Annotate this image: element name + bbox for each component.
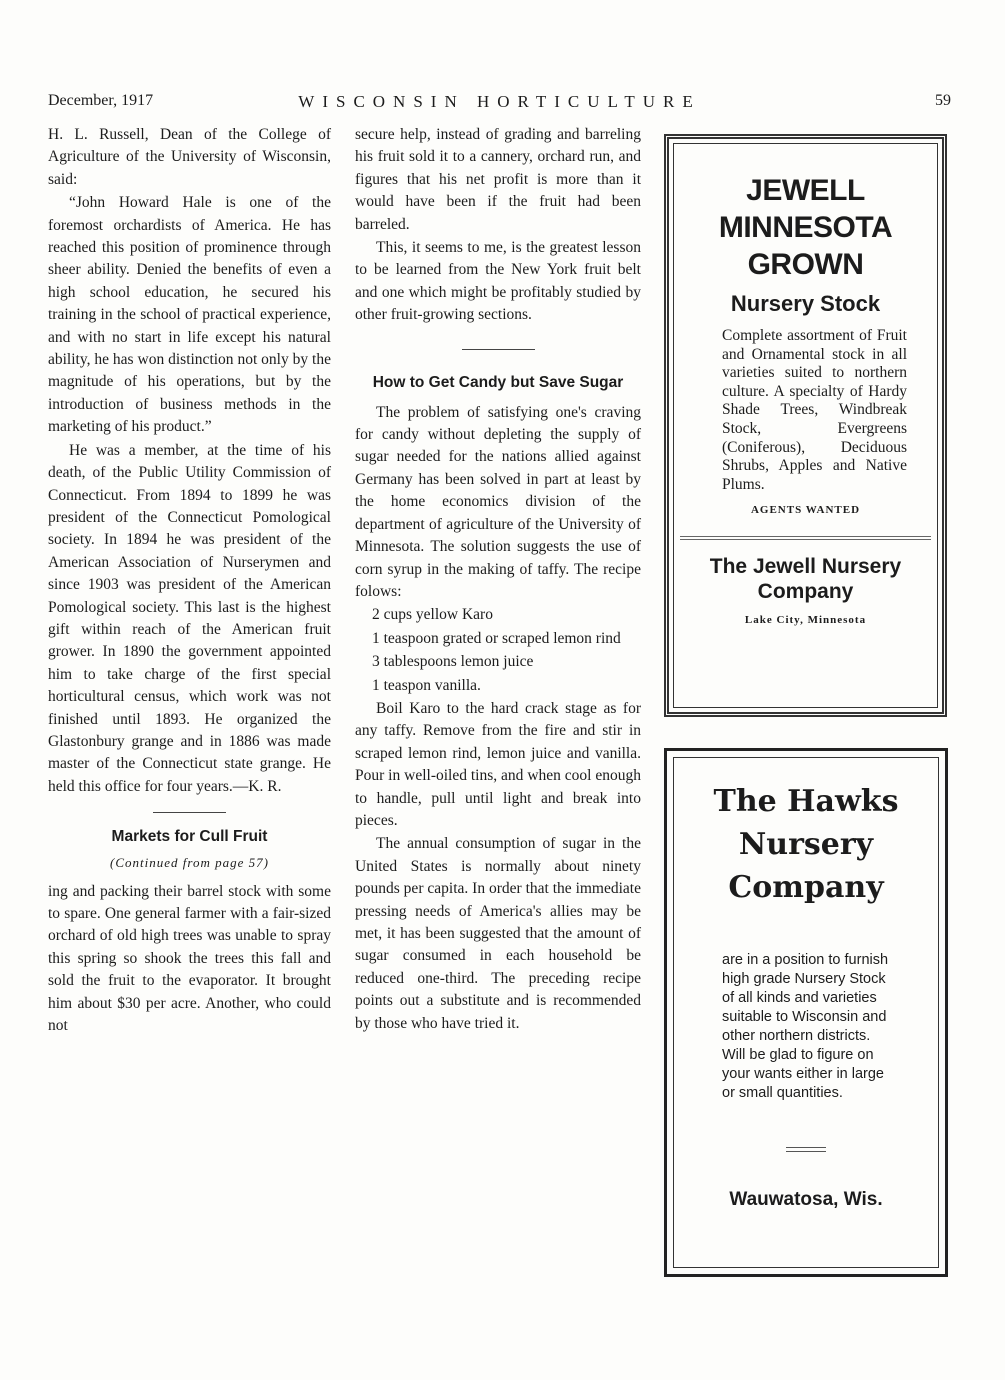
section-title: How to Get Candy but Save Sugar bbox=[372, 373, 624, 391]
recipe-item: 1 teaspoon grated or scraped lemon rind bbox=[372, 629, 621, 647]
article-paragraph: “John Howard Hale is one of the foremost orchardists of America. He has reached this position of prominence through sheer ability. Denied the benefits of even a high school education, he secured his training in the school of practical experience, and with no start in life except his natural ability, he has won distinction not only by the magnitude of his operations, but by the introduction of business methods in the marketing of his product.” bbox=[48, 194, 331, 436]
recipe-item: 2 cups yellow Karo bbox=[372, 606, 493, 624]
section-title: Markets for Cull Fruit bbox=[111, 828, 268, 846]
ad-headline: The Hawks Nursery Company bbox=[713, 784, 899, 905]
journal-title: WISCONSIN HORTICULTURE bbox=[298, 92, 701, 111]
column-middle bbox=[355, 124, 641, 1036]
section-divider bbox=[153, 812, 226, 813]
agents-wanted: AGENTS WANTED bbox=[750, 504, 861, 517]
article-paragraph: He was a member, at the time of his death, of the Public Utility Commission of Connecticut. From 1894 to 1899 he was president of the Connecticut Pomological society. In 1894 he was president of the American Association of Nurserymen and since 1903 was president of the American Pomological society. This last is the highest gift within reach of the American fruit grower. In 1890 the government appointed him to take charge of the first special horticultural census, which work was not finished until 1893. He organized the Glastonbury grange and in 1886 was made master of the Connecticut state grange. He held this office for four years.—K. R. bbox=[48, 441, 331, 795]
section-divider bbox=[462, 349, 535, 350]
ad-headline: JEWELL MINNESOTA GROWN bbox=[718, 174, 893, 281]
issue-date: December, 1917 bbox=[48, 92, 154, 109]
article-paragraph: secure help, instead of grading and barreling his fruit sold it to a cannery, orchard run, and figures that his net profit is more than it would have been if the fruit had been barreled. bbox=[355, 126, 641, 233]
article-paragraph: The annual consumption of sugar in the United States is normally about ninety pounds per capita. In order that the immediate pressing needs of America's allies may be met, it has been suggested that the amount of sugar consumed in each household be reduced one-third. The preceding recipe points out a substitute and is recommended by those who have tried it. bbox=[355, 835, 641, 1032]
ad-body: Complete assortment of Fruit and Ornamental stock in all varieties suited to northern culture. A specialty of Hardy Shade Trees, Windbreak Stock, Evergreens (Coniferous), Deciduous Shrubs, Apples and Native Plums. bbox=[722, 327, 907, 493]
article-paragraph: This, it seems to me, is the greatest lesson to be learned from the New York fruit belt and one which might be profitably studied by other fruit-growing sections. bbox=[355, 239, 641, 324]
recipe-item: 1 teaspon vanilla. bbox=[372, 676, 481, 694]
continuation-note: (Continued from page 57) bbox=[110, 855, 269, 871]
column-left bbox=[48, 124, 331, 1038]
article-paragraph: H. L. Russell, Dean of the College of Agriculture of the University of Wisconsin, said: bbox=[48, 126, 331, 188]
ad-company-name: The Jewell Nursery Company bbox=[709, 555, 902, 604]
ad-divider bbox=[786, 1147, 826, 1152]
recipe-item: 3 tablespoons lemon juice bbox=[372, 653, 534, 671]
ad-location: Lake City, Minnesota bbox=[744, 614, 867, 627]
ad-body: are in a position to furnish high grade Nursery Stock of all kinds and varieties suitable to Wisconsin and other northern districts. Will be glad to figure on your wants either in large or small quantities. bbox=[722, 952, 889, 1101]
ad-subtitle: Nursery Stock bbox=[730, 291, 881, 316]
article-paragraph: The problem of satisfying one's craving for candy without depleting the supply of sugar needed for the nations allied against Germany has been solved in part at least by the home economics division of the department of agriculture of the University of Minnesota. The solution suggests the use of corn syrup in the making of taffy. The recipe folows: bbox=[355, 403, 641, 600]
article-paragraph: ing and packing their barrel stock with some to spare. One general farmer with a fair-sized orchard of old high trees was unable to spray this spring so shook the trees this fall and sold the fruit to the evaporator. It brought him about $30 per acre. Another, who could not bbox=[48, 882, 331, 1035]
running-header bbox=[48, 92, 951, 114]
jewell-nursery-ad bbox=[664, 134, 947, 717]
ad-divider bbox=[680, 536, 931, 540]
hawks-nursery-ad bbox=[664, 748, 948, 1277]
article-paragraph: Boil Karo to the hard crack stage as for any taffy. Remove from the fire and stir in scraped lemon rind, lemon juice and vanilla. Pour in well-oiled tins, and when cool enough to handle, pull until light and break into pieces. bbox=[355, 699, 641, 829]
ad-city: Wauwatosa, Wis. bbox=[729, 1189, 883, 1210]
page-number: 59 bbox=[935, 92, 951, 109]
